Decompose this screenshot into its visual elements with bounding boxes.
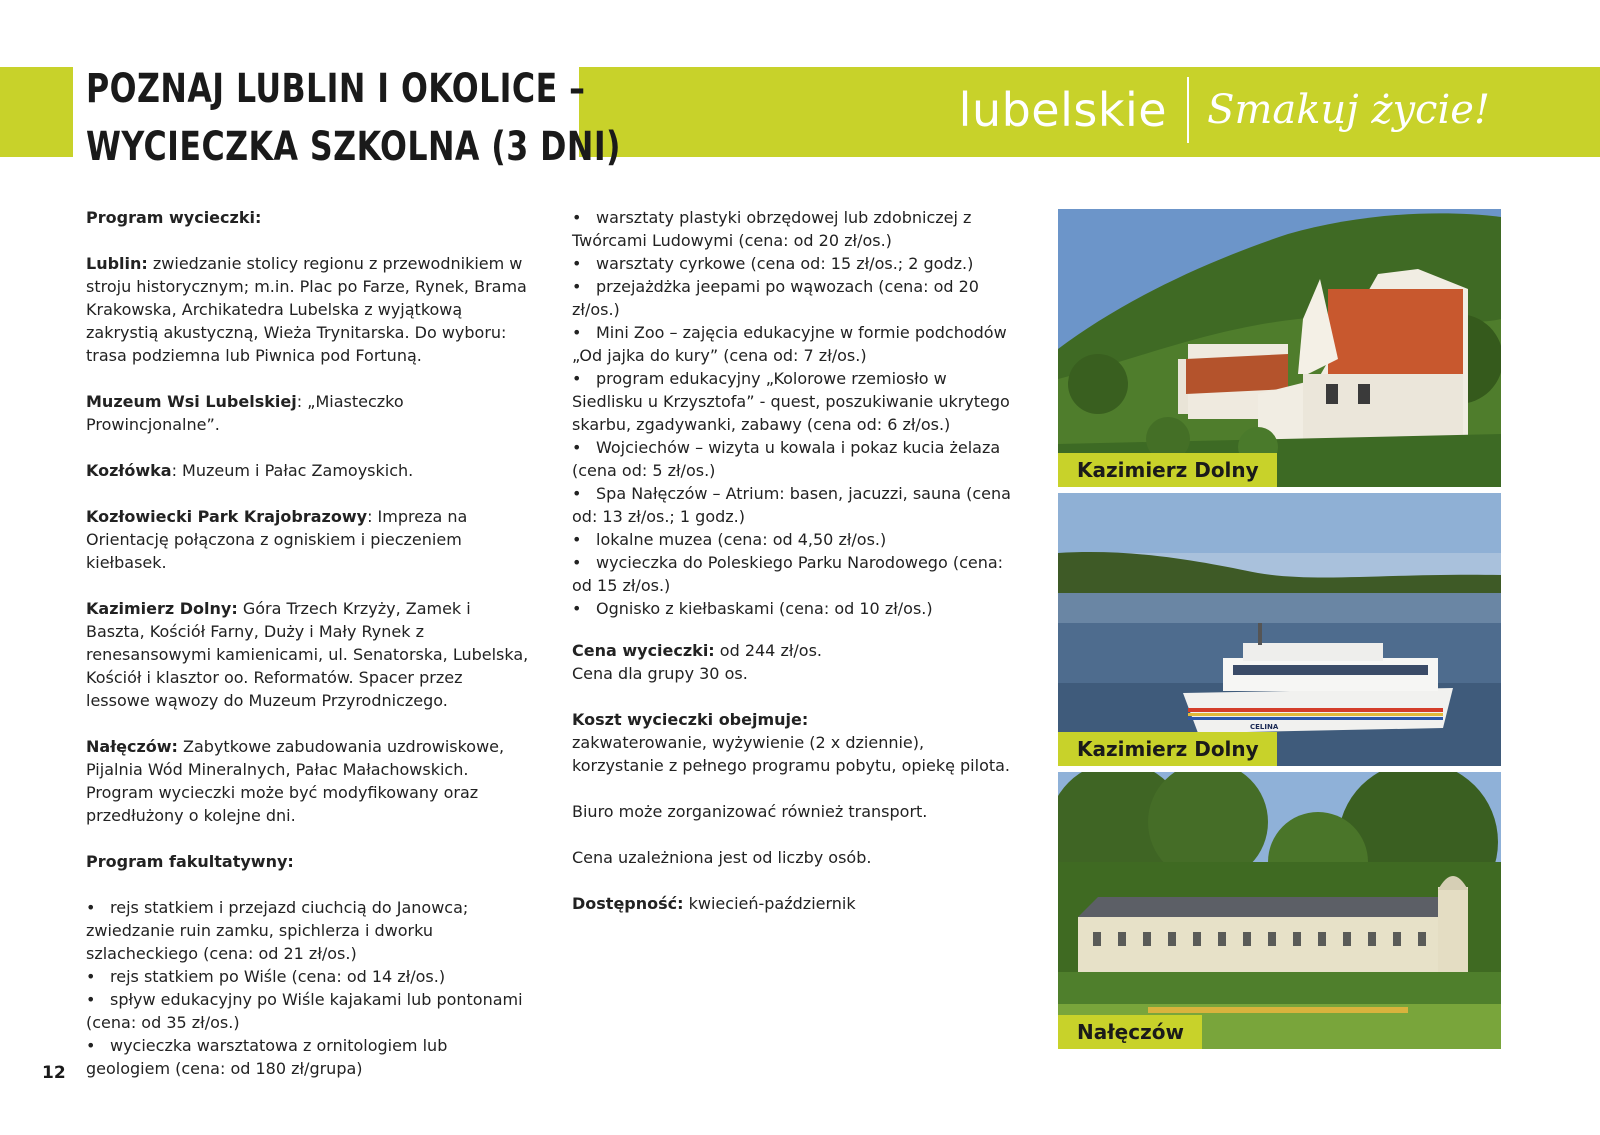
title-line-2: WYCIECZKA SZKOLNA (3 DNI) (86, 124, 621, 170)
cost-block (572, 708, 1012, 777)
text-column-1 (86, 206, 531, 1080)
list-item: • Ognisko z kiełbaskami (cena: od 10 zł/os.) (572, 599, 933, 618)
bullet-icon: • (572, 208, 582, 227)
photo-kazimierz-boat (1058, 493, 1501, 766)
photo-caption: Kazimierz Dolny (1058, 732, 1277, 766)
section-label: Kozłowiecki Park Krajobrazowy (86, 507, 368, 526)
section-label: Muzeum Wsi Lubelskiej (86, 392, 297, 411)
list-item: • Wojciechów – wizyta u kowala i pokaz kucia żelaza (cena od: 5 zł/os.) (572, 438, 1001, 480)
price-label: Cena wycieczki: (572, 641, 715, 660)
list-item: • przejażdżka jeepami po wąwozach (cena: od 20 zł/os.) (572, 277, 979, 319)
title-line-1: POZNAJ LUBLIN I OKOLICE – (86, 66, 586, 112)
photo-column (1058, 209, 1501, 1049)
boat-name: CELINA (1250, 723, 1279, 731)
price-line (572, 639, 1012, 685)
photo-caption: Kazimierz Dolny (1058, 453, 1277, 487)
section-label: Lublin: (86, 254, 148, 273)
availability-line (572, 892, 1012, 915)
section-kozlowka (86, 459, 531, 482)
section-text: : Muzeum i Pałac Zamoyskich. (171, 461, 414, 480)
section-text: : „Miasteczko Prowincjonalne”. (86, 392, 404, 434)
palace-image (1058, 772, 1501, 1049)
list-item: • program edukacyjny „Kolorowe rzemiosło w Siedlisku u Krzysztofa” - quest, poszukiwanie ukrytego skarbu, zgadywanki, zabawy (cena od: 6 zł/os.) (572, 369, 1010, 434)
church-image (1058, 209, 1501, 487)
header-band-left (0, 67, 73, 157)
section-text: Zabytkowe zabudowania uzdrowiskowe, Pijalnia Wód Mineralnych, Pałac Małachowskich. Program wycieczki może być modyfikowany oraz przedłużony o kolejne dni. (86, 737, 505, 825)
bullet-icon: • (572, 369, 582, 388)
section-text: Góra Trzech Krzyży, Zamek i Baszta, Kościół Farny, Duży i Mały Rynek z renesansowymi kamienicami, ul. Senatorska, Lubelska, Kościół i klasztor oo. Reformatów. Spacer przez lessowe wąwozy do Muzeum Przyrodniczego. (86, 599, 529, 710)
brand-word: lubelskie (958, 83, 1168, 137)
section-label: Nałęczów: (86, 737, 178, 756)
section-text: : Impreza na Orientację połączona z ogniskiem i pieczeniem kiełbasek. (86, 507, 468, 572)
list-item: • Mini Zoo – zajęcia edukacyjne w formie podchodów „Od jajka do kury” (cena od: 7 zł/os.) (572, 323, 1007, 365)
page-number: 12 (42, 1063, 66, 1083)
brand-logo (959, 74, 1490, 146)
bullet-icon: • (86, 967, 96, 986)
availability-label: Dostępność: (572, 894, 684, 913)
bullet-icon: • (572, 277, 582, 296)
text-column-2 (572, 206, 1012, 938)
brand-slogan: Smakuj życie! (1207, 87, 1490, 133)
list-item: • warsztaty cyrkowe (cena od: 15 zł/os.; 2 godz.) (572, 254, 974, 273)
brand-divider (1187, 77, 1189, 143)
optional-list (86, 896, 531, 1080)
bullet-icon: • (572, 553, 582, 572)
bullet-icon: • (86, 990, 96, 1009)
section-lublin (86, 252, 531, 367)
bullet-icon: • (572, 323, 582, 342)
bullet-icon: • (572, 484, 582, 503)
list-item: • spływ edukacyjny po Wiśle kajakami lub pontonami (cena: od 35 zł/os.) (86, 990, 523, 1032)
list-item: • rejs statkiem po Wiśle (cena: od 14 zł/os.) (86, 967, 446, 986)
bullet-icon: • (86, 1036, 96, 1055)
section-park (86, 505, 531, 574)
availability-value: kwiecień-październik (683, 894, 856, 913)
price-value: od 244 zł/os. (714, 641, 822, 660)
photo-kazimierz-church (1058, 209, 1501, 487)
list-item: • warsztaty plastyki obrzędowej lub zdobniczej z Twórcami Ludowymi (cena: od 20 zł/os.) (572, 208, 972, 250)
cost-heading: Koszt wycieczki obejmuje: (572, 710, 809, 729)
section-kazimierz (86, 597, 531, 712)
section-naleczow (86, 735, 531, 827)
price-note: Cena uzależniona jest od liczby osób. (572, 848, 872, 867)
program-heading: Program wycieczki: (86, 208, 262, 227)
page-title (86, 60, 621, 176)
photo-caption: Nałęczów (1058, 1015, 1202, 1049)
bullet-icon: • (572, 254, 582, 273)
photo-naleczow (1058, 772, 1501, 1049)
optional-list-continued (572, 206, 1012, 620)
bullet-icon: • (572, 530, 582, 549)
bullet-icon: • (86, 898, 96, 917)
transport-line: Biuro może zorganizować również transport. (572, 802, 928, 821)
section-muzeum-wsi (86, 390, 531, 436)
list-item: • Spa Nałęczów – Atrium: basen, jacuzzi, sauna (cena od: 13 zł/os.; 1 godz.) (572, 484, 1011, 526)
optional-heading: Program fakultatywny: (86, 852, 294, 871)
list-item: • lokalne muzea (cena: od 4,50 zł/os.) (572, 530, 887, 549)
bullet-icon: • (572, 438, 582, 457)
bullet-icon: • (572, 599, 582, 618)
group-line: Cena dla grupy 30 os. (572, 664, 748, 683)
section-label: Kozłówka (86, 461, 172, 480)
section-text: zwiedzanie stolicy regionu z przewodnikiem w stroju historycznym; m.in. Plac po Farze, Rynek, Brama Krakowska, Archikatedra Lubelska z wyjątkową zakrystią akustyczną, Wieża Trynitarska. Do wyboru: trasa podziemna lub Piwnica pod Fortuną. (86, 254, 527, 365)
list-item: • wycieczka warsztatowa z ornitologiem lub geologiem (cena: od 180 zł/grupa) (86, 1036, 448, 1078)
cost-text: zakwaterowanie, wyżywienie (2 x dziennie), korzystanie z pełnego programu pobytu, opiekę pilota. (572, 733, 1011, 775)
list-item: • rejs statkiem i przejazd ciuchcią do Janowca; zwiedzanie ruin zamku, spichlerza i dworku szlacheckiego (cena: od 21 zł/os.) (86, 898, 469, 963)
river-boat-image (1058, 493, 1501, 766)
section-label: Kazimierz Dolny: (86, 599, 238, 618)
list-item: • wycieczka do Poleskiego Parku Narodowego (cena: od 15 zł/os.) (572, 553, 1004, 595)
